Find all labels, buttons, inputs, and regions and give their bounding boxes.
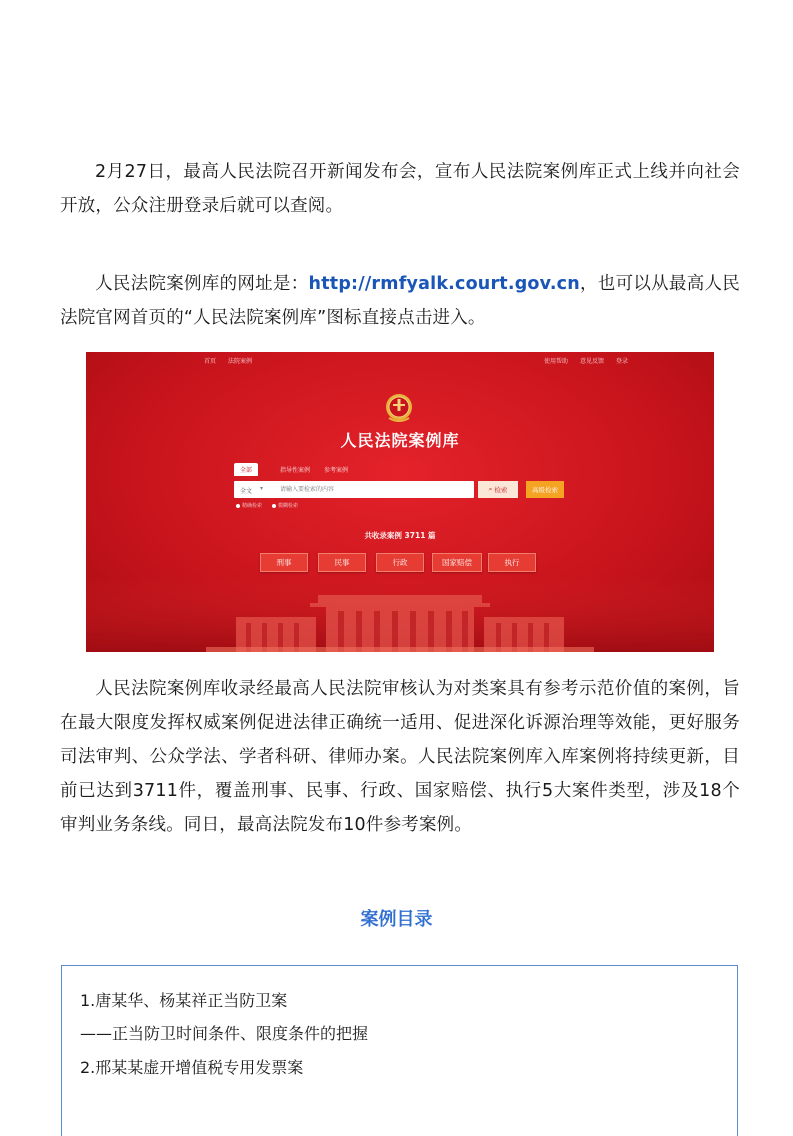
toc-item-2[interactable]: 2.邢某某虚开增值税专用发票案	[80, 1058, 304, 1077]
court-building-illustration	[86, 577, 714, 652]
search-button-label: 检索	[494, 486, 508, 494]
paragraph-description	[60, 672, 740, 842]
tab-all[interactable]: 全部	[234, 463, 258, 476]
exact-search-option[interactable]	[236, 502, 262, 509]
paragraph-url-tail: ，也可以从最高人民法院官网首页的“人民法院案例库”图标直接点击进入。	[60, 274, 740, 328]
site-title: 人民法院案例库	[340, 431, 460, 450]
toc-item-1-subtitle: ——正当防卫时间条件、限度条件的把握	[80, 1024, 369, 1043]
tab-guiding-cases[interactable]: 指导性案例	[280, 467, 311, 474]
paragraph-url-lead: 人民法院案例库的网址是：	[95, 274, 309, 294]
category-civil-button[interactable]: 民事	[318, 553, 366, 572]
search-button[interactable]	[478, 481, 518, 498]
search-scope-select[interactable]: 全文	[240, 488, 253, 495]
radio-dot-icon	[272, 504, 276, 508]
category-criminal-button[interactable]: 刑事	[260, 553, 308, 572]
toc-item-1[interactable]: 1.唐某华、杨某祥正当防卫案	[80, 991, 288, 1010]
tab-reference-cases[interactable]: 参考案例	[324, 467, 349, 474]
category-state-compensation-button[interactable]: 国家赔偿	[432, 553, 482, 572]
chevron-down-icon: ▾	[260, 485, 264, 492]
paragraph-description-text: 人民法院案例库收录经最高人民法院审核认为对类案具有参考示范价值的案例，旨在最大限度发挥权威案例促进法律正确统一适用、促进深化诉源治理等效能，更好服务司法审判、公众学法、学者科研、律师办案。人民法院案例库入库案例将持续更新，目前已达到3711件，覆盖刑事、民事、行政、国家赔偿、执行5大案件类型，涉及18个审判业务条线。同日，最高法院发布10件参考案例。	[60, 679, 740, 835]
radio-dot-icon	[236, 504, 240, 508]
fuzzy-search-option[interactable]	[272, 502, 298, 509]
nav-home-link[interactable]: 首页	[204, 358, 217, 365]
toc-title: 案例目录	[360, 909, 433, 930]
nav-feedback-link[interactable]: 意见反馈	[579, 358, 604, 365]
top-nav-right	[544, 356, 628, 365]
total-cases-count: 共收录案例 3711 篇	[364, 531, 436, 540]
fuzzy-search-label: 模糊检索	[278, 503, 299, 509]
nav-login-link[interactable]: 登录	[615, 358, 628, 365]
case-library-url-link[interactable]: http://rmfyalk.court.gov.cn	[308, 274, 580, 294]
court-emblem-icon	[384, 392, 414, 424]
search-box	[234, 481, 474, 498]
advanced-search-button[interactable]: 高级检索	[526, 481, 564, 498]
paragraph-url	[60, 267, 740, 335]
paragraph-launch	[60, 155, 740, 223]
search-icon: ⌕	[488, 485, 493, 493]
category-administrative-button[interactable]: 行政	[376, 553, 424, 572]
top-nav-left	[204, 356, 264, 365]
exact-search-label: 精确检索	[242, 503, 263, 509]
search-input[interactable]	[276, 481, 474, 498]
paragraph-launch-text: 2月27日，最高人民法院召开新闻发布会，宣布人民法院案例库正式上线并向社会开放，公众注册登录后就可以查阅。	[60, 162, 740, 216]
nav-cases-link[interactable]: 法院案例	[228, 358, 253, 365]
case-library-screenshot	[86, 352, 714, 652]
category-enforcement-button[interactable]: 执行	[488, 553, 536, 572]
nav-help-link[interactable]: 使用帮助	[543, 358, 568, 365]
